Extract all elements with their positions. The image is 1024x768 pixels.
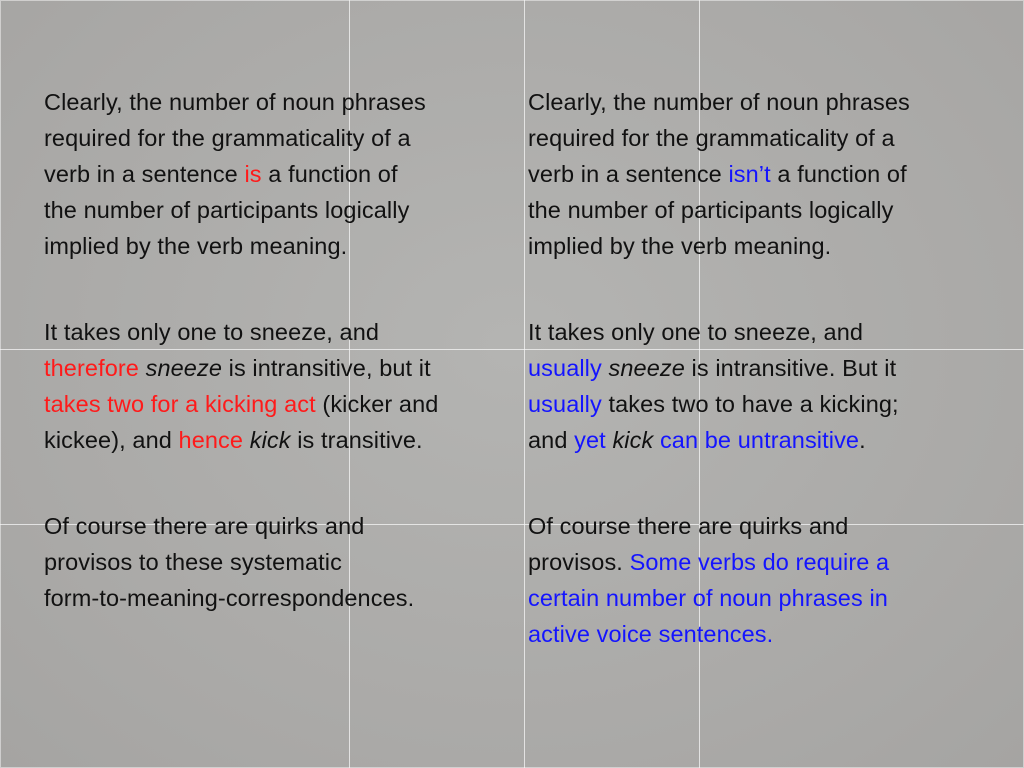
text-line: the number of participants logically — [528, 197, 894, 223]
right-paragraph-2 — [528, 314, 998, 458]
text-run: a function of — [261, 161, 398, 187]
text-line: It takes only one to sneeze, and — [44, 319, 380, 345]
italic-term: sneeze — [608, 355, 685, 381]
emphasis-red: hence — [178, 427, 244, 453]
text-line — [44, 422, 514, 458]
text-line: Of course there are quirks and — [44, 513, 365, 539]
text-line — [528, 422, 998, 458]
text-line: provisos to these systematic — [44, 549, 342, 575]
emphasis-blue: can be untransitive — [653, 427, 860, 453]
text-run: is intransitive. But it — [684, 355, 897, 381]
right-column — [528, 84, 998, 702]
italic-term: kick — [612, 427, 654, 453]
text-line: active voice sentences. — [528, 621, 774, 647]
text-line — [528, 544, 998, 580]
text-line: Clearly, the number of noun phrases — [528, 89, 910, 115]
text-line: required for the grammaticality of a — [528, 125, 895, 151]
italic-term: sneeze — [145, 355, 222, 381]
text-line — [528, 350, 998, 386]
text-line — [44, 386, 514, 422]
text-line — [528, 386, 998, 422]
text-run: verb in a sentence — [528, 161, 729, 187]
emphasis-blue: Some verbs do require a — [629, 549, 890, 575]
text-run: (kicker and — [315, 391, 439, 417]
text-line — [528, 156, 998, 192]
emphasis-red: takes two for a kicking act — [44, 391, 316, 417]
text-run: . — [859, 427, 866, 453]
emphasis-red: therefore — [44, 355, 139, 381]
text-line: required for the grammaticality of a — [44, 125, 411, 151]
text-line — [44, 156, 514, 192]
text-run: takes two to have a kicking; — [601, 391, 899, 417]
text-line — [44, 350, 514, 386]
right-paragraph-3 — [528, 508, 998, 652]
text-line: It takes only one to sneeze, and — [528, 319, 864, 345]
emphasis-blue: isn’t — [728, 161, 771, 187]
text-line: certain number of noun phrases in — [528, 585, 888, 611]
left-paragraph-3 — [44, 508, 514, 616]
text-run — [602, 355, 609, 381]
text-line: implied by the verb meaning. — [528, 233, 832, 259]
text-run — [243, 427, 250, 453]
text-run: verb in a sentence — [44, 161, 245, 187]
left-paragraph-2 — [44, 314, 514, 458]
grid-line-vertical — [524, 0, 525, 768]
italic-term: kick — [249, 427, 291, 453]
emphasis-blue: usually — [528, 391, 602, 417]
text-line: implied by the verb meaning. — [44, 233, 348, 259]
text-line: form-to-meaning-correspondences. — [44, 585, 415, 611]
text-run: kickee), and — [44, 427, 179, 453]
text-run: a function of — [770, 161, 907, 187]
emphasis-blue: yet — [574, 427, 606, 453]
text-run: and — [528, 427, 575, 453]
emphasis-red: is — [244, 161, 262, 187]
emphasis-blue: usually — [528, 355, 602, 381]
left-paragraph-1 — [44, 84, 514, 264]
right-paragraph-1 — [528, 84, 998, 264]
text-run: provisos. — [528, 549, 630, 575]
text-line: Clearly, the number of noun phrases — [44, 89, 426, 115]
text-line: Of course there are quirks and — [528, 513, 849, 539]
left-column — [44, 84, 514, 666]
text-line: the number of participants logically — [44, 197, 410, 223]
text-run: is intransitive, but it — [222, 355, 431, 381]
text-run — [139, 355, 146, 381]
text-run: is transitive. — [290, 427, 423, 453]
